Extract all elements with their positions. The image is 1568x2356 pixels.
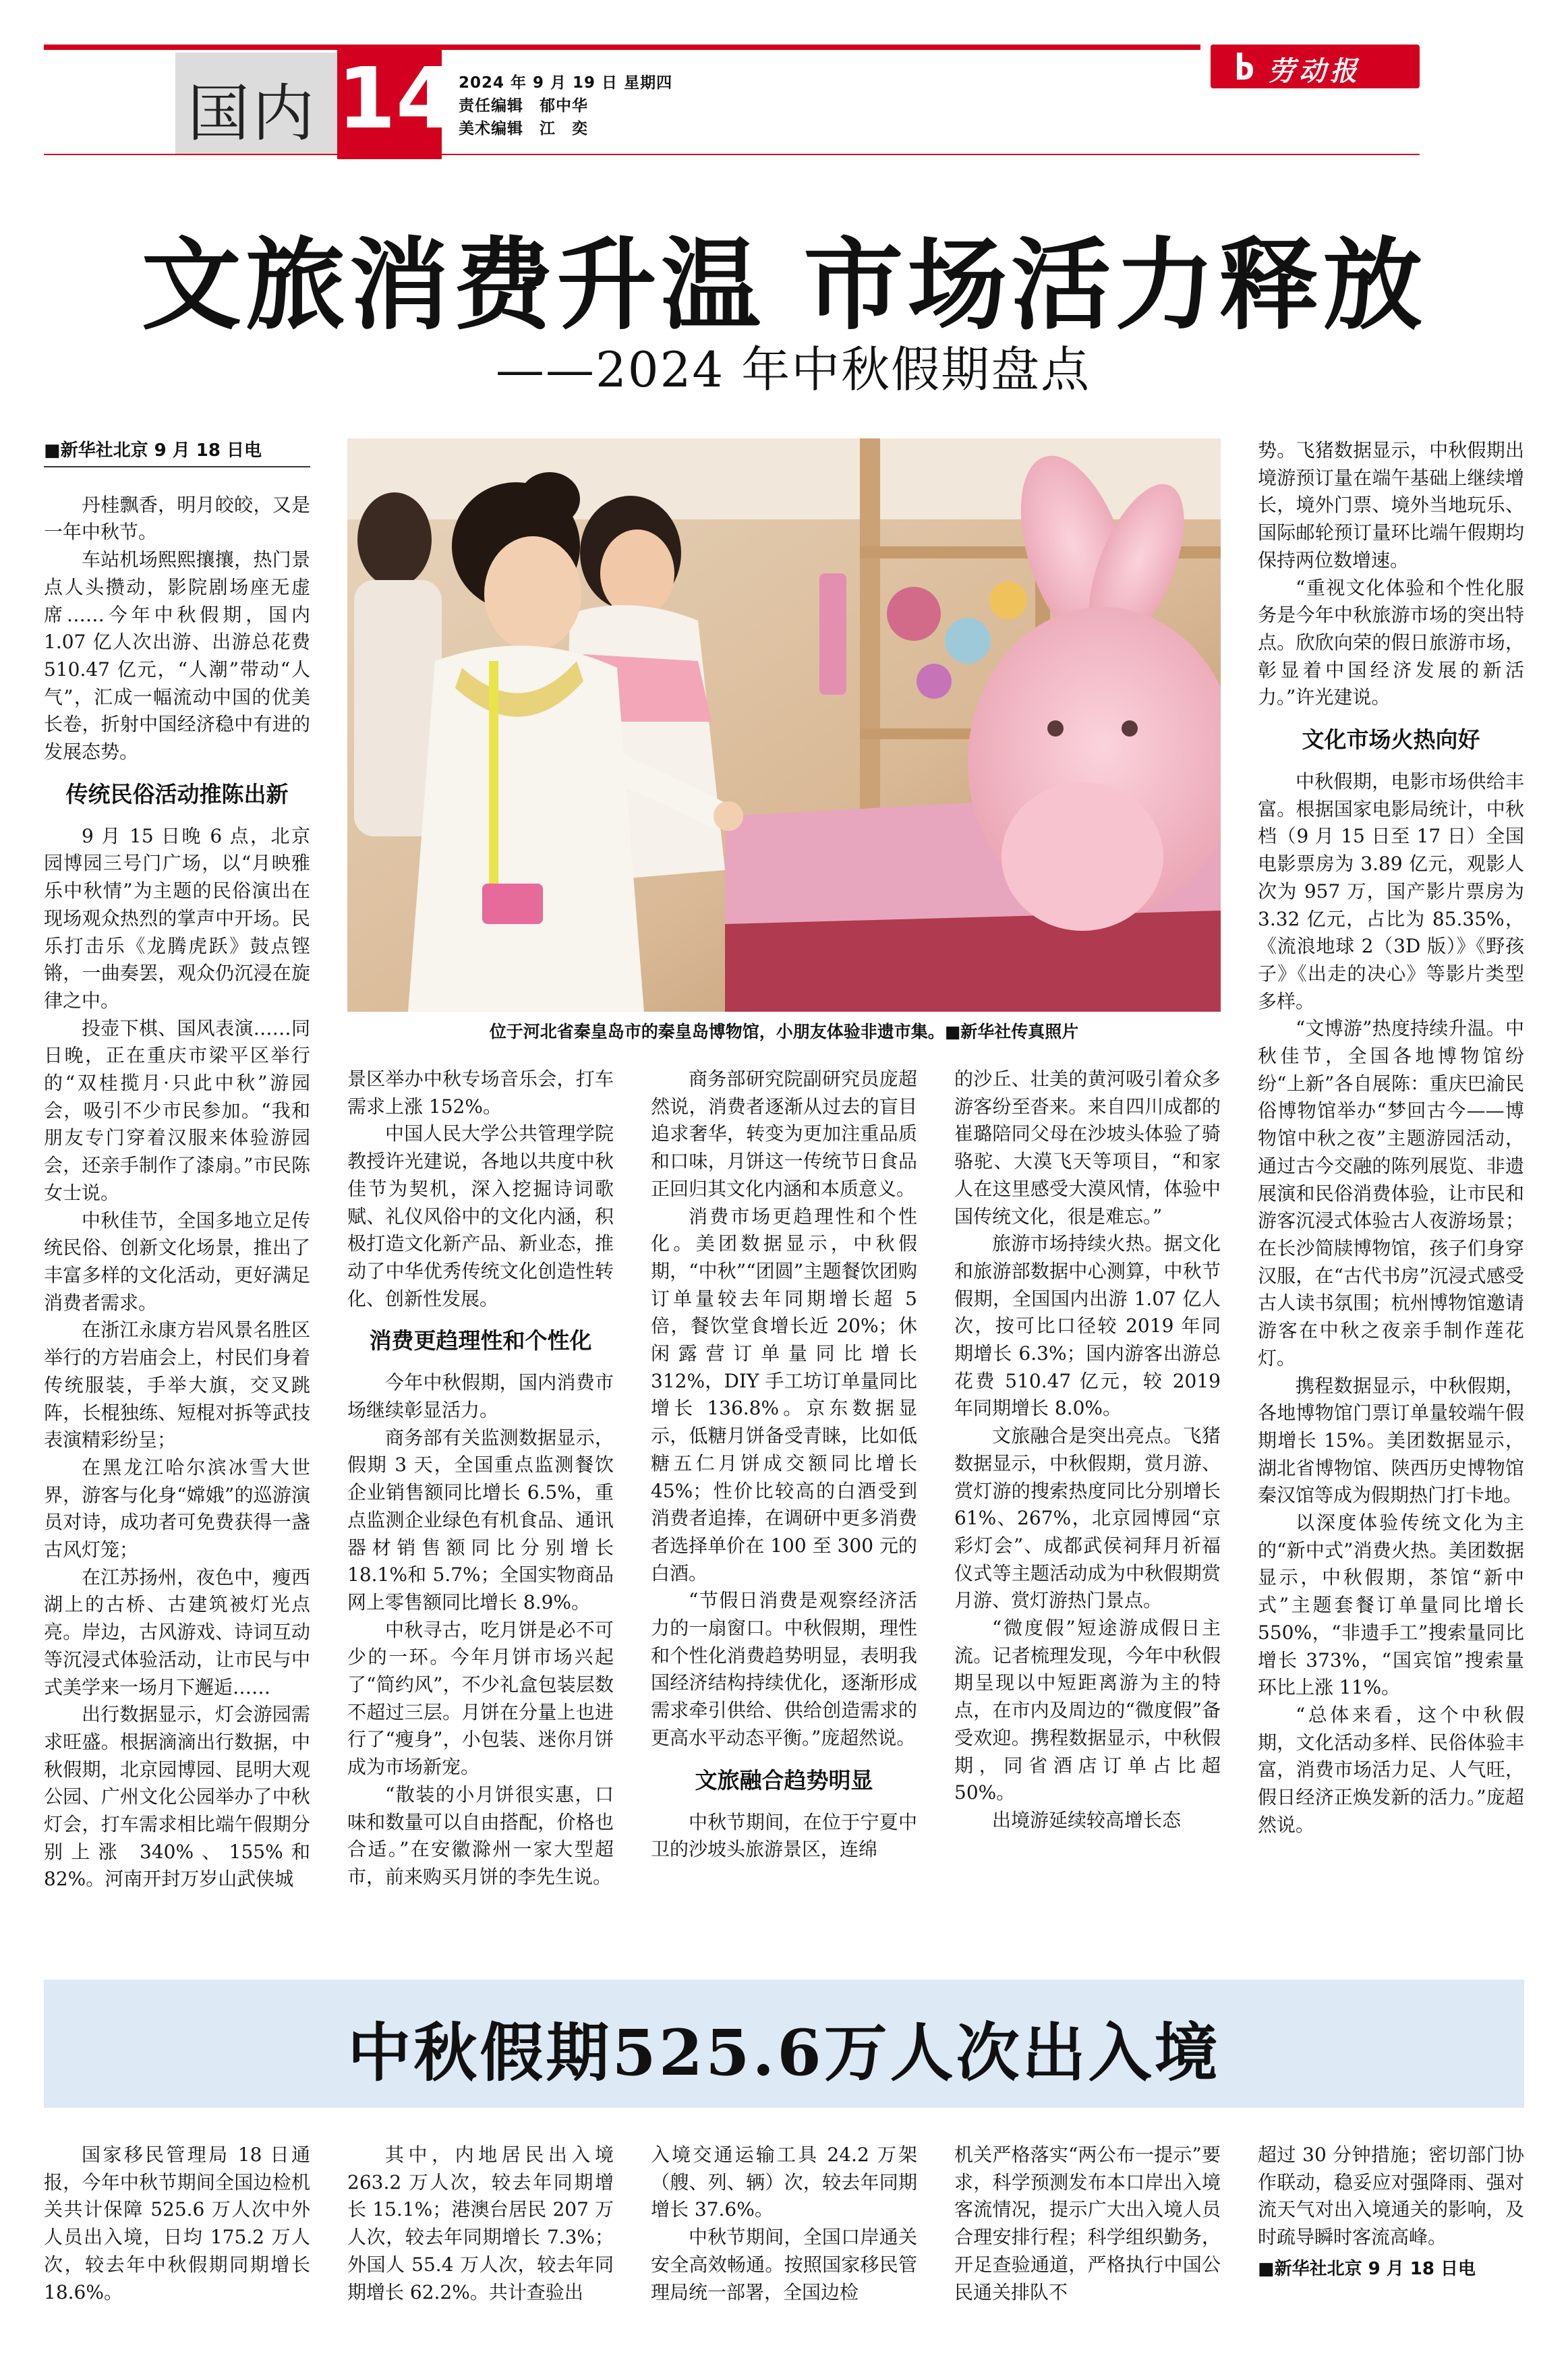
- section-heading: 文化市场火热向好: [1302, 726, 1480, 753]
- article-column-2: [347, 1066, 614, 1891]
- responsible-editor: 责任编辑 郁中华: [459, 97, 588, 115]
- paragraph: 丹桂飘香，明月皎皎，又是一年中秋节。: [44, 493, 310, 544]
- paragraph: 超过 30 分钟措施；密切部门协作联动，稳妥应对强降雨、强对流天气对出入境通关的影响，及时疏导瞬时客流高峰。: [1258, 2144, 1524, 2249]
- article-subheadline: ——2024 年中秋假期盘点: [496, 341, 1091, 398]
- paragraph: 国家移民管理局 18 日通报，今年中秋节期间全国边检机关共计保障 525.6 万人次中外人员出入境，日均 175.2 万人次，较去年中秋假期同期增长 18.6%。: [44, 2144, 310, 2303]
- paragraph: 出境游延续较高增长态: [992, 1808, 1182, 1831]
- second-article-column-2: [347, 2142, 614, 2306]
- paragraph: 在黑龙江哈尔滨冰雪大世界，游客与化身“嫦娥”的巡游演员对诗，成功者可免费获得一盏古风灯笼；: [44, 1456, 310, 1561]
- photo-illustration: [347, 438, 1221, 1012]
- paragraph: 景区举办中秋专场音乐会，打车需求上涨 152%。: [347, 1068, 614, 1118]
- paragraph: 势。飞猪数据显示，中秋假期出境游预订量在端午基础上继续增长，境外门票、境外当地玩乐、国际邮轮预订量环比端午假期均保持两位数增速。: [1258, 439, 1524, 571]
- paragraph: 出行数据显示，灯会游园需求旺盛。根据滴滴出行数据，中秋假期，北京园博园、昆明大观公园、广州文化公园举办了中秋灯会，打车需求相比端午假期分别上涨 340%、155%和 82%。河南开封万岁山武侠城: [44, 1703, 310, 1891]
- article-column-5: [1258, 437, 1524, 1839]
- paragraph: 中秋假期，电影市场供给丰富。根据国家电影局统计，中秋档（9 月 15 日至 17 日）全国电影票房为 3.89 亿元，观影人次为 957 万，国产影片票房为 3.32 亿元，占比为 85.35%，《流浪地球 2（3D 版）》《野孩子》《出走的决心》等影片类型多样。: [1258, 770, 1524, 1012]
- dateline-rule: [44, 466, 310, 467]
- paragraph: 消费市场更趋理性和个性化。美团数据显示，中秋假期，“中秋”“团圆”主题餐饮团购订单量较去年同期增长超 5 倍，餐饮堂食增长近 20%；休闲露营订单量同比增长 312%，DIY 手工坊订单量同比增长 136.8%。京东数据显示，低糖月饼备受青睐，比如低糖五仁月饼成交额同比增长 45%；性价比较高的白酒受到消费者追捧，在调研中更多消费者选择单价在 100 至 300 元的白酒。: [651, 1205, 917, 1584]
- section-heading: 传统民俗活动推陈出新: [65, 780, 289, 807]
- section-heading: 文旅融合趋势明显: [695, 1766, 873, 1793]
- paragraph: 在江苏扬州，夜色中，瘦西湖上的古桥、古建筑被灯光点亮。岸边，古风游戏、诗词互动等沉浸式体验活动，让市民与中式美学来一场月下邂逅……: [44, 1565, 310, 1698]
- paragraph: 商务部研究院副研究员庞超然说，消费者逐渐从过去的盲目追求奢华，转变为更加注重品质和口味，月饼这一传统节日食品正回归其文化内涵和本质意义。: [651, 1068, 917, 1200]
- paragraph: 机关严格落实“两公布一提示”要求，科学预测发布本口岸出入境客流情况，提示广大出入境人员合理安排行程；科学组织勤务，开足查验通道，严格执行中国公民通关排队不: [954, 2144, 1221, 2303]
- paragraph: 携程数据显示，中秋假期，各地博物馆门票订单量较端午假期增长 15%。美团数据显示，湖北省博物馆、陕西历史博物馆秦汉馆等成为假期热门打卡地。: [1258, 1374, 1524, 1507]
- paragraph: 中秋节期间，在位于宁夏中卫的沙坡头旅游景区，连绵: [651, 1810, 917, 1861]
- second-article-column-1: [44, 2142, 310, 2306]
- second-article-column-5: [1258, 2142, 1524, 2283]
- photo-caption: 位于河北省秦皇岛市的秦皇岛博物馆，小朋友体验非遗市集。■新华社传真照片: [489, 1022, 1079, 1041]
- art-editor: 美术编辑 江 奕: [459, 120, 588, 138]
- paragraph: 中秋节期间，全国口岸通关安全高效畅通。按照国家移民管理局统一部署，全国边检: [651, 2226, 917, 2303]
- issue-date: 2024 年 9 月 19 日 星期四: [459, 74, 673, 92]
- paragraph: “文博游”热度持续升温。中秋佳节，全国各地博物馆纷纷“上新”各自展陈：重庆巴渝民俗博物馆举办“梦回古今——博物馆中秋之夜”主题游园活动，通过古今交融的陈列展览、非遗展演和民俗消费体验，让市民和游客沉浸式体验古人夜游场景；在长沙简牍博物馆，孩子们身穿汉服，在“古代书房”沉浸式感受古人读书氛围；杭州博物馆邀请游客在中秋之夜亲手制作莲花灯。: [1258, 1017, 1524, 1369]
- paragraph: “节假日消费是观察经济活力的一扇窗口。中秋假期，理性和个性化消费趋势明显，表明我国经济结构持续优化，逐渐形成需求牵引供给、供给创造需求的更高水平动态平衡。”庞超然说。: [651, 1589, 917, 1749]
- paragraph: 商务部有关监测数据显示，假期 3 天，全国重点监测餐饮企业销售额同比增长 6.5%，重点监测企业绿色有机食品、通讯器材销售额同比分别增长 18.1%和 5.7%；全国实物商品网上零售额同比增长 8.9%。: [347, 1426, 614, 1613]
- paragraph: 以深度体验传统文化为主的“新中式”消费火热。美团数据显示，中秋假期，茶馆“新中式”主题套餐订单量同比增长 550%，“非遗手工”搜索量同比增长 373%，“国宾馆”搜索量环比上涨 11%。: [1258, 1512, 1524, 1699]
- section-heading: 消费更趋理性和个性化: [369, 1327, 592, 1354]
- page-number: 14: [337, 50, 455, 148]
- second-article-column-3: [651, 2142, 917, 2306]
- paragraph: 文旅融合是突出亮点。飞猪数据显示，中秋假期，赏月游、赏灯游的搜索热度同比分别增长 61%、267%，北京园博园“京彩灯会”、成都武侯祠拜月祈福仪式等主题活动成为中秋假期赏月游、赏灯游热门景点。: [954, 1425, 1221, 1612]
- article-column-4: [954, 1066, 1221, 1835]
- paragraph: “散装的小月饼很实惠，口味和数量可以自由搭配，价格也合适。”在安徽滁州一家大型超市，前来购买月饼的李先生说。: [347, 1783, 614, 1888]
- logo-text: 劳动报: [1268, 55, 1361, 87]
- news-photo: [347, 438, 1221, 1012]
- paragraph: 中国人民大学公共管理学院教授许光建说，各地以共度中秋佳节为契机，深入挖掘诗词歌赋、礼仪风俗中的文化内涵，积极打造文化新产品、新业态，推动了中华优秀传统文化创造性转化、创新性发展。: [347, 1122, 614, 1310]
- article-column-3: [651, 1066, 917, 1864]
- paragraph: “微度假”短途游成假日主流。记者梳理发现，今年中秋假期呈现以中短距离游为主的特点，在市内及周边的“微度假”备受欢迎。携程数据显示，中秋假期，同省酒店订单占比超 50%。: [954, 1617, 1221, 1804]
- second-article-column-4: [954, 2142, 1221, 2306]
- section-name: 国内: [187, 78, 318, 150]
- paragraph: 投壶下棋、国风表演……同日晚，正在重庆市梁平区举行的“双桂揽月·只此中秋”游园会，吸引不少市民参加。“我和朋友专门穿着汉服来体验游园会，还亲手制作了漆扇。”市民陈女士说。: [44, 1016, 310, 1204]
- paragraph: 在浙江永康方岩风景名胜区举行的方岩庙会上，村民们身着传统服装，手举大旗，交叉跳阵，长棍独练、短棍对拆等武技表演精彩纷呈；: [44, 1319, 310, 1452]
- article-dateline: ■新华社北京 9 月 18 日电: [44, 440, 262, 461]
- paragraph: 9 月 15 日晚 6 点，北京园博园三号门广场，以“月映雅乐中秋情”为主题的民俗演出在现场观众热烈的掌声中开场。民乐打击乐《龙腾虎跃》鼓点铿锵，一曲奏罢，观众仍沉浸在旋律之中。: [44, 824, 310, 1012]
- paragraph: “总体来看，这个中秋假期，文化活动多样、民俗体验丰富，消费市场活力足、人气旺，假日经济正焕发新的活力。”庞超然说。: [1258, 1703, 1524, 1836]
- paragraph: 中秋佳节，全国多地立足传统民俗、创新文化场景，推出了丰富多样的文化活动，更好满足消费者需求。: [44, 1209, 310, 1314]
- header-bottom-rule: [44, 154, 1420, 155]
- second-article-dateline: ■新华社北京 9 月 18 日电: [1258, 2258, 1476, 2279]
- paragraph: 旅游市场持续火热。据文化和旅游部数据中心测算，中秋节假期，全国国内出游 1.07 亿人次，按可比口径较 2019 年同期增长 6.3%；国内游客出游总花费 510.47 亿元，较 2019 年同期增长 8.0%。: [954, 1232, 1221, 1420]
- paragraph: 其中，内地居民出入境 263.2 万人次，较去年同期增长 15.1%；港澳台居民 207 万人次，较去年同期增长 7.3%；外国人 55.4 万人次，较去年同期增长 62.2%。共计查验出: [347, 2144, 614, 2303]
- header-top-rule: [44, 45, 1200, 50]
- second-article-headline: 中秋假期525.6万人次出入境: [347, 2016, 1221, 2090]
- paragraph: 中秋寻古，吃月饼是必不可少的一环。今年月饼市场兴起了“简约风”，不少礼盒包装层数不超过三层。月饼在分量上也进行了“瘦身”，小包装、迷你月饼成为市场新宠。: [347, 1618, 614, 1779]
- paragraph: 的沙丘、壮美的黄河吸引着众多游客纷至沓来。来自四川成都的崔璐陪同父母在沙坡头体验了骑骆驼、大漠飞天等项目，“和家人在这里感受大漠风情，体验中国传统文化，很是难忘。”: [954, 1068, 1221, 1228]
- article-column-1: [44, 437, 310, 1893]
- paragraph: 入境交通运输工具 24.2 万架（艘、列、辆）次，较去年同期增长 37.6%。: [651, 2144, 917, 2221]
- article-headline: 文旅消费升温 市场活力释放: [141, 226, 1427, 343]
- paragraph: “重视文化体验和个性化服务是今年中秋旅游市场的突出特点。欣欣向荣的假日旅游市场，彰显着中国经济发展的新活力。”许光建说。: [1258, 576, 1524, 709]
- paragraph: 今年中秋假期，国内消费市场继续彰显活力。: [347, 1371, 614, 1422]
- logo-mark-icon: [1234, 51, 1256, 81]
- paragraph: 车站机场熙熙攘攘，热门景点人头攒动，影院剧场座无虚席……今年中秋假期，国内 1.07 亿人次出游、出游总花费 510.47 亿元，“人潮”带动“人气”，汇成一幅流动中国的优美长卷，折射中国经济稳中有进的发展态势。: [44, 548, 310, 764]
